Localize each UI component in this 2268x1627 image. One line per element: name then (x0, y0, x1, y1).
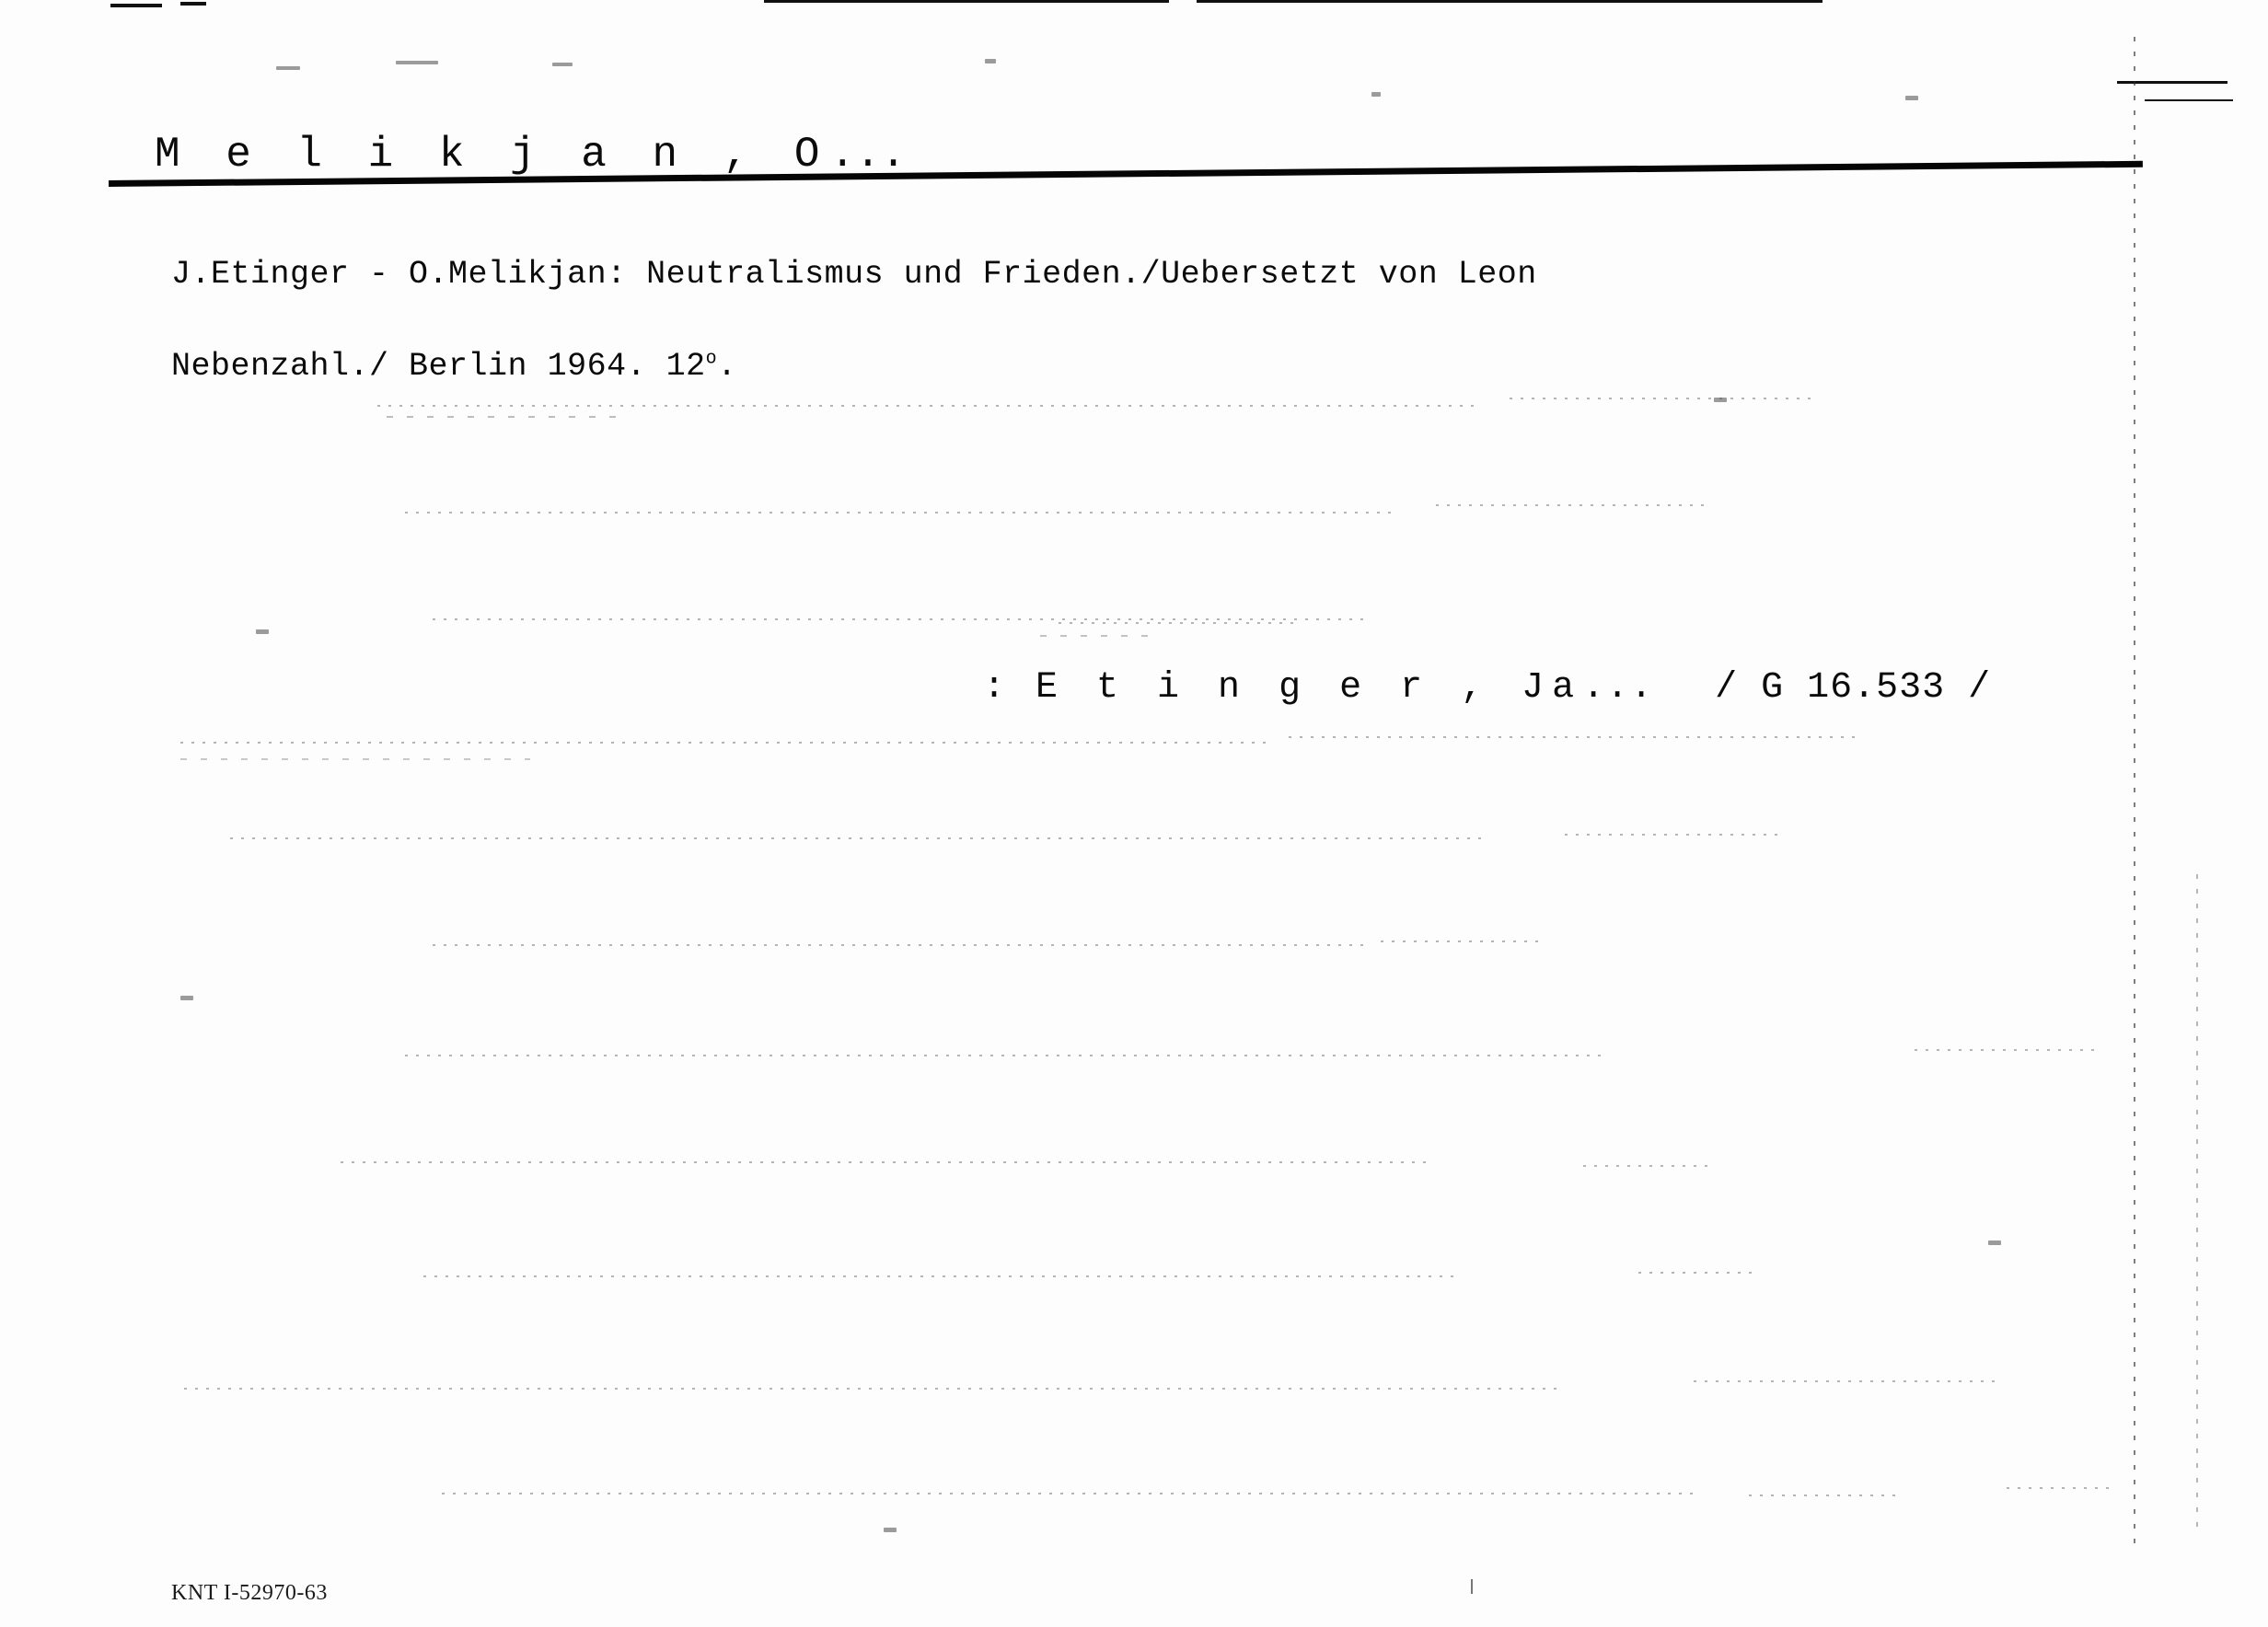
scan-artifact-row (1059, 622, 1298, 624)
scan-edge-mark (180, 2, 206, 6)
scan-artifact-row (387, 416, 626, 418)
bottom-center-tick (1471, 1579, 1473, 1594)
scan-speck (256, 629, 269, 634)
scan-artifact-row (2007, 1487, 2117, 1489)
scan-speck (884, 1528, 897, 1532)
scan-artifact-row (180, 742, 1267, 744)
scan-artifact-row (1510, 398, 1813, 399)
scan-artifact-row (1565, 834, 1786, 836)
right-edge-dots-outer (2196, 874, 2198, 1537)
scan-speck (276, 66, 300, 70)
scan-artifact-row (405, 1055, 1602, 1056)
scan-artifact-row (1915, 1049, 2099, 1051)
cross-reference-prefix: : (983, 667, 1014, 709)
cross-reference-ellipsis: ... (1582, 667, 1655, 709)
scan-edge-mark (764, 0, 1169, 3)
card-footer-code: KNT I-52970-63 (171, 1581, 328, 1605)
scan-artifact-row (184, 1388, 1565, 1390)
scan-artifact-row (1638, 1272, 1758, 1274)
scan-artifact-row (1381, 940, 1546, 942)
entry-line-1: J.Etinger - O.Melikjan: Neutralismus und Frieden./Uebersetzt von Leon (171, 256, 1537, 293)
shelfmark: / G 16.533 / (1715, 667, 1992, 709)
card-heading (155, 131, 906, 179)
scan-speck (396, 61, 438, 64)
scan-edge-mark (2145, 99, 2233, 101)
right-edge-dots (2134, 37, 2135, 1546)
scan-artifact-row (423, 1275, 1454, 1277)
scan-artifact-row (433, 944, 1371, 946)
scan-edge-mark (1197, 0, 1822, 3)
card-heading-text: M e l i k j a n , O (155, 131, 830, 179)
card-heading-ellipsis: ... (829, 131, 907, 179)
scan-artifact-row (180, 758, 530, 760)
entry-line-2-main: Nebenzahl./ Berlin 1964. 12 (171, 348, 706, 385)
scan-artifact-row (442, 1493, 1694, 1494)
entry-line-2-end: . (717, 348, 737, 385)
scan-edge-mark (110, 4, 162, 7)
scan-artifact-row (1749, 1494, 1896, 1496)
scan-speck (1905, 96, 1918, 100)
scan-speck (985, 59, 996, 63)
scan-speck (1988, 1240, 2001, 1245)
scan-artifact-row (377, 405, 1482, 407)
scan-artifact-row (1694, 1380, 1997, 1382)
scan-artifact-row (230, 837, 1482, 839)
scan-artifact-row (1040, 635, 1151, 637)
scan-artifact-row (1583, 1165, 1712, 1167)
scan-artifact-row (1289, 736, 1859, 738)
scan-speck (180, 996, 193, 1000)
scan-artifact-row (341, 1161, 1427, 1163)
format-superscript: o (705, 348, 718, 370)
scan-speck (1714, 398, 1727, 402)
scan-speck (552, 63, 573, 66)
scan-speck (1371, 92, 1381, 97)
scan-artifact-row (433, 618, 1371, 620)
cross-reference-line (983, 667, 1991, 709)
entry-line-2 (171, 348, 737, 385)
cross-reference-name: E t i n g e r , Ja (1036, 667, 1583, 709)
scan-artifact-row (405, 512, 1399, 513)
scan-artifact-row (1436, 504, 1712, 506)
